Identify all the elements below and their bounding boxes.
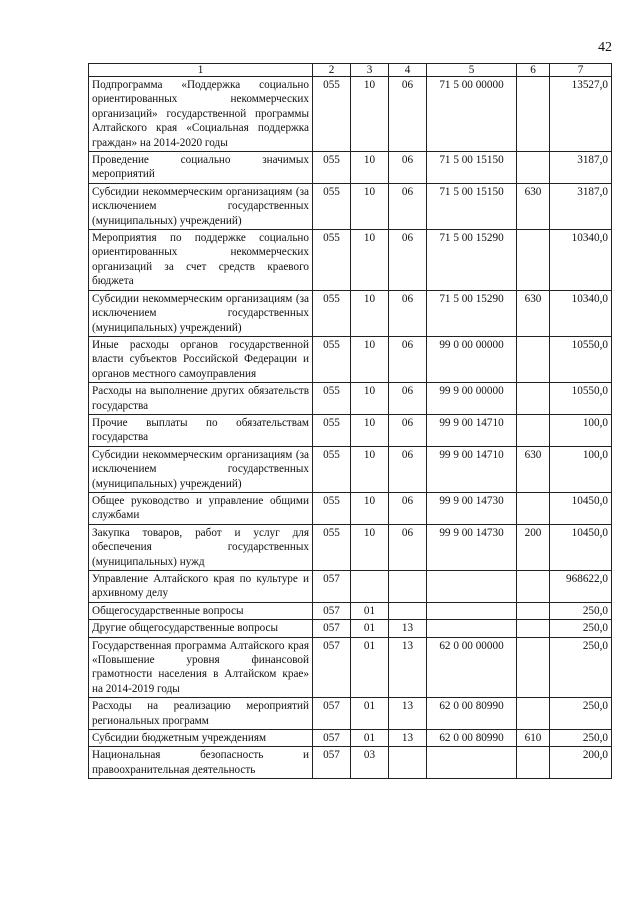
admin-code-cell: 057 (313, 571, 351, 603)
table-row (89, 524, 612, 570)
section-code-cell: 10 (351, 446, 389, 492)
section-code-cell: 10 (351, 492, 389, 524)
target-code-cell: 99 9 00 14730 (427, 524, 517, 570)
section-code-cell: 01 (351, 602, 389, 619)
row-name-cell: Субсидии бюджетным учреждениям (89, 730, 313, 747)
amount-cell: 10340,0 (550, 230, 612, 291)
column-header: 1 (89, 64, 313, 77)
target-code-cell (427, 602, 517, 619)
page-number: 42 (598, 40, 612, 55)
column-header: 5 (427, 64, 517, 77)
row-name-cell: Субсидии некоммерческим организациям (за исключением государственных (муниципальных) учреждений) (89, 446, 313, 492)
column-header: 4 (389, 64, 427, 77)
subsection-code-cell: 06 (389, 414, 427, 446)
subsection-code-cell (389, 602, 427, 619)
admin-code-cell: 055 (313, 446, 351, 492)
target-code-cell: 99 0 00 00000 (427, 336, 517, 382)
expense-type-cell (517, 383, 550, 415)
row-name-cell: Государственная программа Алтайского края «Повышение уровня финансовой грамотности населения в Алтайском крае» на 2014-2019 годы (89, 637, 313, 698)
row-name-cell: Закупка товаров, работ и услуг для обеспечения государственных (муниципальных) нужд (89, 524, 313, 570)
row-name-cell: Управление Алтайского края по культуре и архивному делу (89, 571, 313, 603)
admin-code-cell: 057 (313, 637, 351, 698)
amount-cell: 250,0 (550, 620, 612, 637)
target-code-cell: 99 9 00 14710 (427, 446, 517, 492)
table-row (89, 571, 612, 603)
table-row (89, 290, 612, 336)
row-name-cell: Другие общегосударственные вопросы (89, 620, 313, 637)
row-name-cell: Подпрограмма «Поддержка социально ориентированных некоммерческих организаций» государственной программы Алтайского края «Социальная поддержка граждан» на 2014-2020 годы (89, 77, 313, 152)
admin-code-cell: 055 (313, 230, 351, 291)
target-code-cell: 99 9 00 14730 (427, 492, 517, 524)
amount-cell: 10340,0 (550, 290, 612, 336)
amount-cell: 250,0 (550, 637, 612, 698)
table-row (89, 414, 612, 446)
section-code-cell: 03 (351, 747, 389, 779)
section-code-cell: 10 (351, 230, 389, 291)
subsection-code-cell: 13 (389, 637, 427, 698)
section-code-cell: 10 (351, 414, 389, 446)
table-row (89, 730, 612, 747)
section-code-cell: 10 (351, 336, 389, 382)
expense-type-cell: 630 (517, 446, 550, 492)
expense-type-cell (517, 637, 550, 698)
subsection-code-cell: 13 (389, 730, 427, 747)
admin-code-cell: 055 (313, 152, 351, 184)
expense-type-cell: 610 (517, 730, 550, 747)
expense-type-cell (517, 492, 550, 524)
row-name-cell: Расходы на выполнение других обязательств государства (89, 383, 313, 415)
section-code-cell: 10 (351, 524, 389, 570)
admin-code-cell: 055 (313, 414, 351, 446)
admin-code-cell: 055 (313, 336, 351, 382)
admin-code-cell: 055 (313, 383, 351, 415)
section-code-cell (351, 571, 389, 603)
table-row (89, 183, 612, 229)
budget-table (88, 63, 612, 779)
row-name-cell: Расходы на реализацию мероприятий региональных программ (89, 698, 313, 730)
table-row (89, 602, 612, 619)
subsection-code-cell: 13 (389, 620, 427, 637)
column-header: 6 (517, 64, 550, 77)
row-name-cell: Общее руководство и управление общими службами (89, 492, 313, 524)
section-code-cell: 10 (351, 183, 389, 229)
subsection-code-cell: 06 (389, 183, 427, 229)
amount-cell: 968622,0 (550, 571, 612, 603)
admin-code-cell: 057 (313, 698, 351, 730)
amount-cell: 13527,0 (550, 77, 612, 152)
target-code-cell (427, 571, 517, 603)
expense-type-cell (517, 602, 550, 619)
row-name-cell: Общегосударственные вопросы (89, 602, 313, 619)
admin-code-cell: 055 (313, 77, 351, 152)
target-code-cell: 99 9 00 00000 (427, 383, 517, 415)
section-code-cell: 01 (351, 620, 389, 637)
section-code-cell: 01 (351, 698, 389, 730)
amount-cell: 100,0 (550, 446, 612, 492)
target-code-cell: 71 5 00 00000 (427, 77, 517, 152)
table-row (89, 620, 612, 637)
expense-type-cell (517, 414, 550, 446)
expense-type-cell (517, 620, 550, 637)
table-row (89, 446, 612, 492)
subsection-code-cell: 06 (389, 446, 427, 492)
section-code-cell: 10 (351, 77, 389, 152)
subsection-code-cell: 06 (389, 152, 427, 184)
amount-cell: 3187,0 (550, 152, 612, 184)
subsection-code-cell: 13 (389, 698, 427, 730)
table-header-row (89, 64, 612, 77)
target-code-cell: 62 0 00 00000 (427, 637, 517, 698)
subsection-code-cell: 06 (389, 290, 427, 336)
table-row (89, 637, 612, 698)
subsection-code-cell: 06 (389, 383, 427, 415)
expense-type-cell (517, 230, 550, 291)
amount-cell: 250,0 (550, 698, 612, 730)
subsection-code-cell: 06 (389, 230, 427, 291)
amount-cell: 10550,0 (550, 336, 612, 382)
row-name-cell: Прочие выплаты по обязательствам государства (89, 414, 313, 446)
amount-cell: 3187,0 (550, 183, 612, 229)
amount-cell: 250,0 (550, 602, 612, 619)
amount-cell: 10450,0 (550, 524, 612, 570)
expense-type-cell: 630 (517, 183, 550, 229)
expense-type-cell: 630 (517, 290, 550, 336)
row-name-cell: Проведение социально значимых мероприятий (89, 152, 313, 184)
target-code-cell: 71 5 00 15290 (427, 230, 517, 291)
table-row (89, 698, 612, 730)
admin-code-cell: 055 (313, 183, 351, 229)
expense-type-cell: 200 (517, 524, 550, 570)
column-header: 3 (351, 64, 389, 77)
target-code-cell: 62 0 00 80990 (427, 698, 517, 730)
table-row (89, 77, 612, 152)
subsection-code-cell: 06 (389, 492, 427, 524)
amount-cell: 10450,0 (550, 492, 612, 524)
row-name-cell: Субсидии некоммерческим организациям (за исключением государственных (муниципальных) учреждений) (89, 290, 313, 336)
admin-code-cell: 057 (313, 747, 351, 779)
row-name-cell: Национальная безопасность и правоохранительная деятельность (89, 747, 313, 779)
section-code-cell: 10 (351, 290, 389, 336)
target-code-cell (427, 747, 517, 779)
table-row (89, 152, 612, 184)
admin-code-cell: 055 (313, 492, 351, 524)
row-name-cell: Субсидии некоммерческим организациям (за исключением государственных (муниципальных) учреждений) (89, 183, 313, 229)
amount-cell: 100,0 (550, 414, 612, 446)
target-code-cell: 99 9 00 14710 (427, 414, 517, 446)
table-row (89, 230, 612, 291)
expense-type-cell (517, 152, 550, 184)
expense-type-cell (517, 698, 550, 730)
admin-code-cell: 055 (313, 524, 351, 570)
admin-code-cell: 057 (313, 602, 351, 619)
table-row (89, 747, 612, 779)
subsection-code-cell: 06 (389, 524, 427, 570)
section-code-cell: 10 (351, 383, 389, 415)
subsection-code-cell: 06 (389, 336, 427, 382)
section-code-cell: 01 (351, 637, 389, 698)
admin-code-cell: 057 (313, 620, 351, 637)
subsection-code-cell (389, 747, 427, 779)
admin-code-cell: 057 (313, 730, 351, 747)
target-code-cell (427, 620, 517, 637)
column-header: 7 (550, 64, 612, 77)
subsection-code-cell (389, 571, 427, 603)
amount-cell: 200,0 (550, 747, 612, 779)
target-code-cell: 71 5 00 15150 (427, 183, 517, 229)
column-header: 2 (313, 64, 351, 77)
target-code-cell: 71 5 00 15290 (427, 290, 517, 336)
section-code-cell: 10 (351, 152, 389, 184)
admin-code-cell: 055 (313, 290, 351, 336)
row-name-cell: Иные расходы органов государственной власти субъектов Российской Федерации и органов местного самоуправления (89, 336, 313, 382)
section-code-cell: 01 (351, 730, 389, 747)
table-row (89, 336, 612, 382)
target-code-cell: 71 5 00 15150 (427, 152, 517, 184)
subsection-code-cell: 06 (389, 77, 427, 152)
target-code-cell: 62 0 00 80990 (427, 730, 517, 747)
table-row (89, 383, 612, 415)
amount-cell: 10550,0 (550, 383, 612, 415)
amount-cell: 250,0 (550, 730, 612, 747)
expense-type-cell (517, 747, 550, 779)
expense-type-cell (517, 77, 550, 152)
expense-type-cell (517, 571, 550, 603)
expense-type-cell (517, 336, 550, 382)
row-name-cell: Мероприятия по поддержке социально ориентированных некоммерческих организаций за счет средств краевого бюджета (89, 230, 313, 291)
table-row (89, 492, 612, 524)
